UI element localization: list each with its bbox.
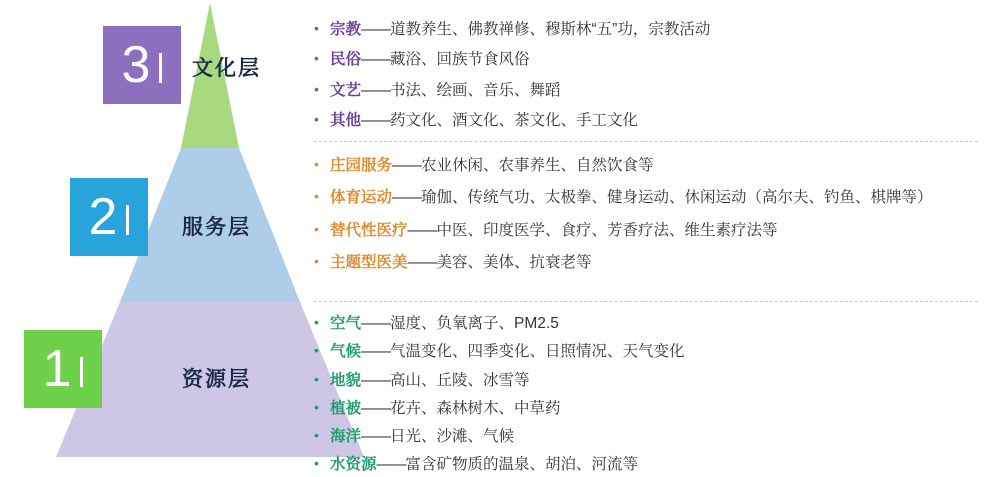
item-dash: —— [361,343,391,361]
bullet-icon: • [314,455,319,472]
list-item [314,186,978,209]
item-dash: —— [392,189,422,207]
item-dash: —— [361,21,391,38]
list-item [314,251,978,274]
level-badge-3-bar [159,53,162,83]
list-item [314,219,978,242]
item-dash: —— [361,81,391,99]
list-item [314,79,978,102]
bullet-icon: • [314,110,319,127]
level-badge-2-bar [126,205,129,235]
bullet-icon: • [314,398,319,415]
item-desc: 富含矿物质的温泉、胡泊、河流等 [405,456,639,474]
item-term: 水资源 [330,456,377,474]
item-term: 地貌 [330,371,362,389]
level-badge-2-number: 2 [88,188,119,246]
bullet-icon: • [314,188,319,205]
level-badge-1-bar [80,357,83,387]
list-item [314,453,978,476]
item-desc: 日光、沙滩、气候 [390,428,515,445]
bullet-icon: • [314,427,319,443]
item-term: 文艺 [330,81,362,99]
item-term: 民俗 [330,51,362,69]
item-term: 空气 [330,315,362,332]
list-item [314,48,978,71]
item-desc: 美容、美体、抗衰老等 [436,253,592,271]
item-desc: 高山、丘陵、冰雪等 [390,371,530,389]
bullet-icon: • [314,220,319,237]
list-item [314,369,978,392]
bullet-icon: • [314,252,319,269]
list-item [314,340,978,363]
bullet-icon: • [314,314,319,330]
item-dash: —— [361,51,391,69]
list-item [314,154,978,177]
layer-title-service: 服务层 [182,216,251,239]
bullet-icon: • [314,342,319,359]
level-badge-1[interactable] [24,330,102,408]
layer-title-resource: 资源层 [182,368,251,391]
item-dash: —— [407,253,437,271]
content-panel-resource [314,308,978,474]
list-item [314,18,978,41]
item-dash: —— [407,221,437,239]
bullet-icon: • [314,156,319,172]
item-dash: —— [376,456,406,474]
bullet-icon: • [314,20,319,36]
item-desc: 书法、绘画、音乐、舞蹈 [390,81,561,99]
item-term: 庄园服务 [330,157,393,174]
item-dash: —— [361,428,391,445]
item-dash: —— [361,371,391,389]
item-desc: 中医、印度医学、食疗、芳香疗法、维生素疗法等 [436,221,778,239]
item-dash: —— [361,315,391,332]
item-term: 其他 [330,111,362,129]
level-badge-1-number: 1 [42,340,73,398]
item-term: 宗教 [330,21,362,38]
list-item [314,397,978,420]
item-desc: 气温变化、四季变化、日照情况、天气变化 [390,343,685,361]
item-desc: 藏浴、回族节食风俗 [390,51,530,69]
level-badge-3-number: 3 [121,36,152,94]
list-item [314,312,978,335]
content-panel-service [314,150,978,302]
item-term: 气候 [330,343,362,361]
item-term: 主题型医美 [330,253,408,271]
item-desc: 道教养生、佛教禅修、穆斯林“五”功，宗教活动 [390,21,711,38]
bullet-icon: • [314,80,319,97]
list-item [314,425,978,448]
item-dash: —— [361,111,391,129]
item-term: 植被 [330,399,362,417]
item-desc: 花卉、森林树木、中草药 [390,399,561,417]
bullet-icon: • [314,50,319,67]
item-dash: —— [392,157,422,174]
bullet-icon: • [314,370,319,387]
content-panel-culture [314,14,978,142]
level-badge-2[interactable] [70,178,148,256]
item-desc: 农业休闲、农事养生、自然饮食等 [421,157,654,174]
layer-title-culture: 文化层 [192,57,261,80]
item-dash: —— [361,399,391,417]
item-desc: 瑜伽、传统气功、太极拳、健身运动、休闲运动（高尔夫、钓鱼、棋牌等） [421,189,933,207]
item-desc: 湿度、负氧离子、PM2.5 [390,315,559,332]
item-term: 体育运动 [330,189,393,207]
item-term: 海洋 [330,428,362,445]
item-desc: 药文化、酒文化、茶文化、手工文化 [390,111,639,129]
item-term: 替代性医疗 [330,221,408,239]
list-item [314,109,978,132]
level-badge-3[interactable] [103,26,181,104]
